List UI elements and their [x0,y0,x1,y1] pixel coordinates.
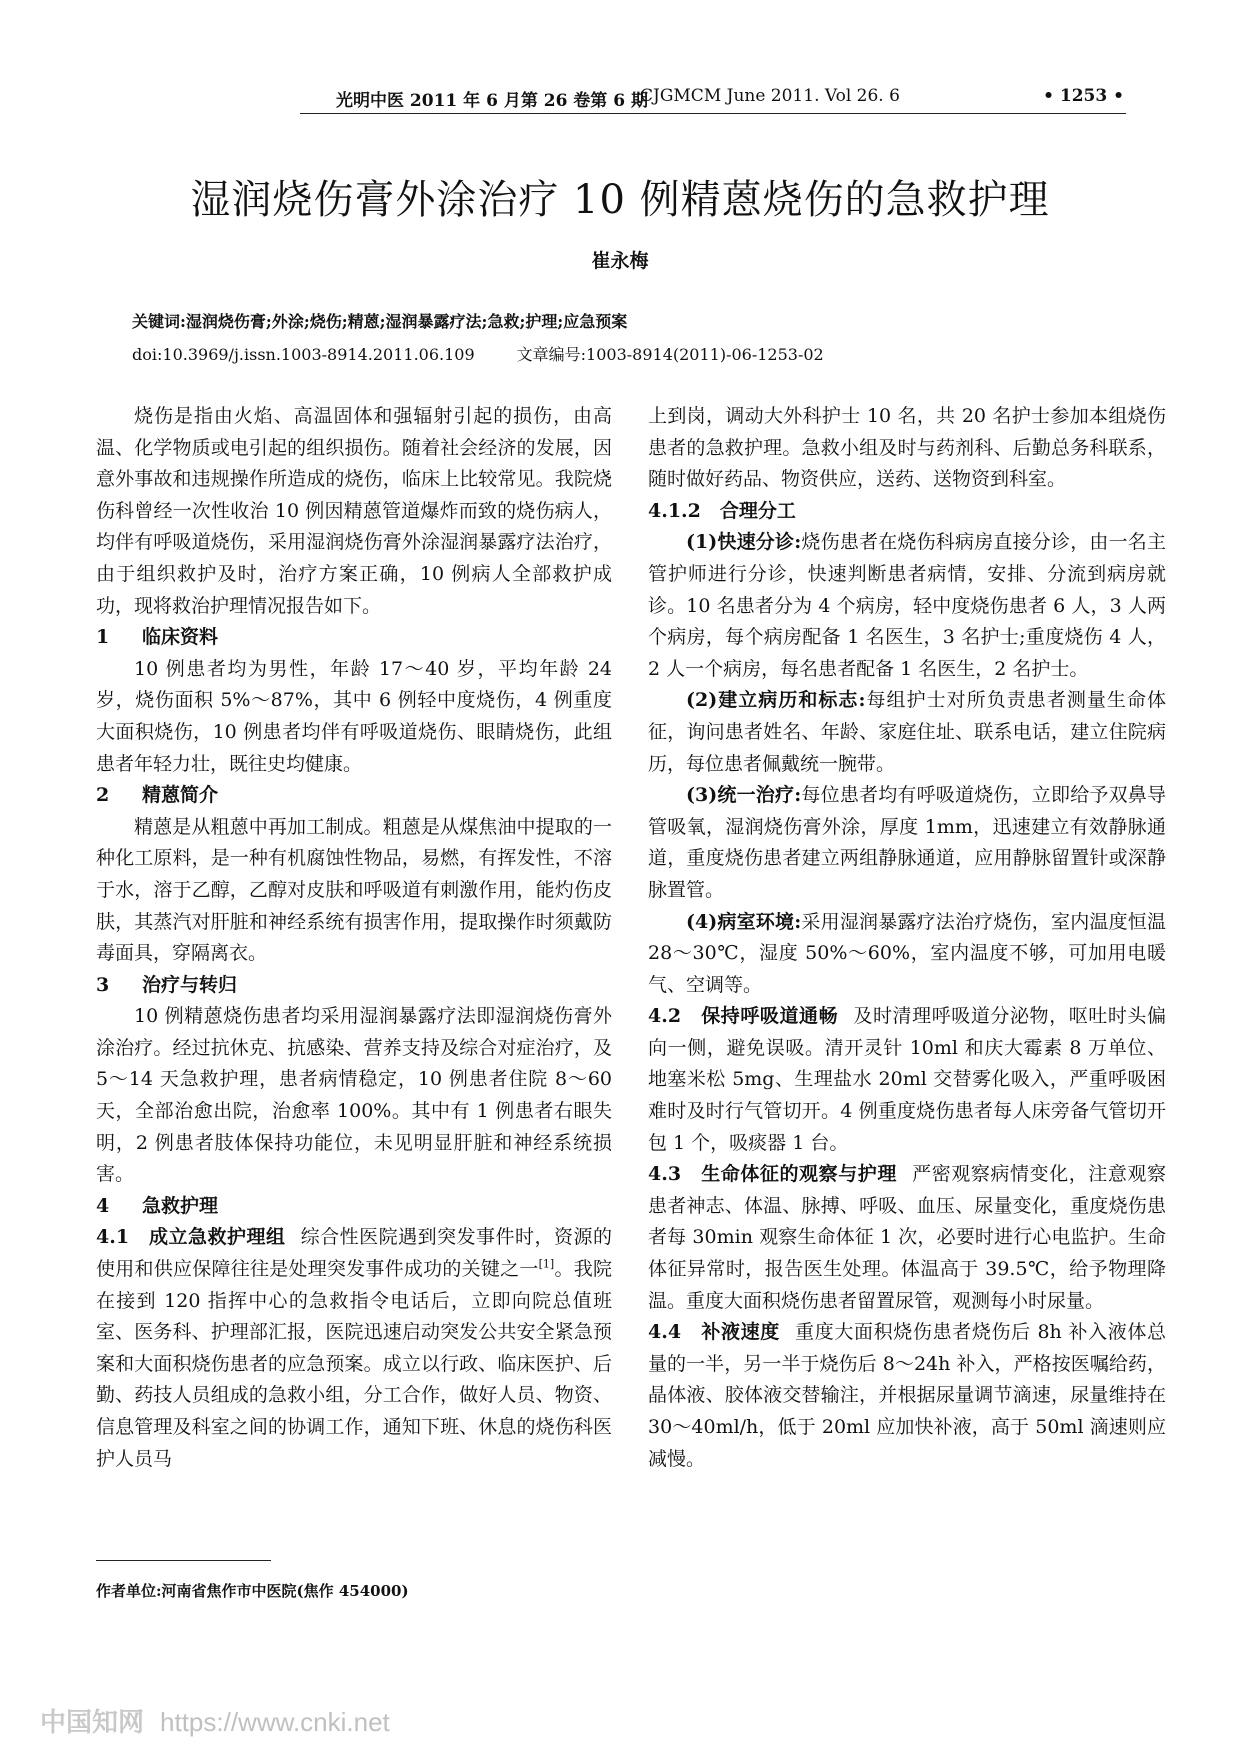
right-column [648,401,1166,1475]
keywords-line [132,309,627,332]
article-author: 崔永梅 [591,250,649,272]
item-3: (3)统一治疗:每位患者均有呼吸道烧伤，立即给予双鼻导管吸氧，湿润烧伤膏外涂，厚度 1mm，迅速建立有效静脉通道，重度烧伤患者建立两组静脉通道，应用静脉留置针或深静脉置管。 [648,784,1166,901]
article-title: 湿润烧伤膏外涂治疗 10 例精蒽烧伤的急救护理 [190,177,1050,223]
author-affiliation-footnote: 作者单位:河南省焦作市中医院(焦作 454000) [96,1582,409,1600]
page-number: • 1253 • [1043,86,1124,106]
keywords-label: 关键词: [132,312,186,331]
cnki-logo: 中国知网 [40,1707,145,1737]
intro-paragraph: 烧伤是指由火焰、高温固体和强辐射引起的损伤，由高温、化学物质或电引起的组织损伤。随着社会经济的发展，因意外事故和违规操作所造成的烧伤，临床上比较常见。我院烧伤科曾经一次性收治 10 例因精蒽管道爆炸而致的烧伤病人，均伴有呼吸道烧伤，采用湿润烧伤膏外涂湿润暴露疗法治疗，由于组织救护及时，治疗方案正确，10 例病人全部救护成功，现将救治护理情况报告如下。 [96,405,612,617]
header-rule [300,113,1126,114]
continued-paragraph: 上到岗，调动大外科护士 10 名，共 20 名护士参加本组烧伤患者的急救护理。急救小组及时与药剂科、后勤总务科联系，随时做好药品、物资供应，送药、送物资到科室。 [648,405,1166,491]
section-4-1-heading: 4.1 成立急救护理组 [96,1226,286,1249]
section-1-text: 10 例患者均为男性，年龄 17～40 岁，平均年龄 24 岁，烧伤面积 5%～87%，其中 6 例轻中度烧伤，4 例重度大面积烧伤，10 例患者均伴有呼吸道烧伤、眼睛烧伤，此组患者年轻力壮，既往史均健康。 [96,657,612,775]
doi-value: doi:10.3969/j.issn.1003-8914.2011.06.109 [132,345,475,364]
article-number: 文章编号:1003-8914(2011)-06-1253-02 [516,345,824,364]
section-2-text: 精蒽是从粗蒽中再加工制成。粗蒽是从煤焦油中提取的一种化工原料，是一种有机腐蚀性物品，易燃，有挥发性，不溶于水，溶于乙醇，乙醇对皮肤和呼吸道有刺激作用，能灼伤皮肤，其蒸汽对肝脏和神经系统有损害作用，提取操作时须戴防毒面具，穿隔离衣。 [96,815,612,965]
journal-name-en: CJGMCM June 2011. Vol 26. 6 [640,86,900,106]
cnki-watermark [40,1702,390,1739]
item-4: (4)病室环境:采用湿润暴露疗法治疗烧伤，室内温度恒温 28～30℃，湿度 50%～60%，室内温度不够，可加用电暖气、空调等。 [648,910,1166,996]
section-4-4: 4.4 补液速度 重度大面积烧伤患者烧伤后 8h 补入液体总量的一半，另一半于烧伤后 8～24h 补入，严格按医嘱给药，晶体液、胶体液交替输注，并根据尿量调节滴速，尿量维持在 30～40ml/h，低于 20ml 应加快补液，高于 50ml 滴速则应减慢。 [648,1321,1167,1470]
citation-ref: [1] [538,1257,555,1271]
section-3-heading: 3 治疗与转归 [96,973,238,996]
section-4-1-text: 4.1 成立急救护理组 综合性医院遇到突发事件时，资源的使用和供应保障往往是处理突发事件成功的关键之一[1]。我院在接到 120 指挥中心的急救指令电话后，立即向院总值班室、医务科、护理部汇报，医院迅速启动突发公共安全紧急预案和大面积烧伤患者的应急预案。成立以行政、临床医护、后勤、药技人员组成的急救小组，分工合作，做好人员、物资、信息管理及科室之间的协调工作，通知下班、休息的烧伤科医护人员马 [96,1226,612,1470]
section-4-heading: 4 急救护理 [96,1194,219,1217]
section-4-1-2-heading: 4.1.2 合理分工 [648,499,796,522]
keywords-value: 湿润烧伤膏;外涂;烧伤;精蒽;湿润暴露疗法;急救;护理;应急预案 [185,312,628,331]
footnote-rule [96,1560,271,1561]
section-3-text: 10 例精蒽烧伤患者均采用湿润暴露疗法即湿润烧伤膏外涂治疗。经过抗休克、抗感染、营养支持及综合对症治疗，及 5～14 天急救护理，患者病情稳定，10 例患者住院 8～60 天，全部治愈出院，治愈率 100%。其中有 1 例患者右眼失明，2 例患者肢体保持功能位，未见明显肝脏和神经系统损害。 [96,1005,612,1186]
journal-name-cn: 光明中医 2011 年 6 月第 26 卷第 6 期 [336,91,648,111]
doi-line [132,342,824,365]
item-1: (1)快速分诊:烧伤患者在烧伤科病房直接分诊，由一名主管护师进行分诊，快速判断患者病情，安排、分流到病房就诊。10 名患者分为 4 个病房，轻中度烧伤患者 6 人，3 人两个病房，每个病房配备 1 名医生，3 名护士;重度烧伤 4 人，2 人一个病房，每名患者配备 1 名医生，2 名护士。 [648,531,1166,680]
running-header [300,86,1140,112]
cnki-url: https://www.cnki.net [160,1707,390,1737]
section-4-2: 4.2 保持呼吸道通畅 及时清理呼吸道分泌物，呕吐时头偏向一侧，避免误吸。清开灵针 10ml 和庆大霉素 8 万单位、地塞米松 5mg、生理盐水 20ml 交替雾化吸入，严重呼吸困难时及时行气管切开。4 例重度烧伤患者每人床旁备气管切开包 1 个，吸痰器 1 台。 [648,1005,1166,1154]
section-1-heading: 1 临床资料 [96,626,219,649]
item-2: (2)建立病历和标志:每组护士对所负责患者测量生命体征，询问患者姓名、年龄、家庭住址、联系电话，建立住院病历，每位患者佩戴统一腕带。 [648,689,1166,775]
section-2-heading: 2 精蒽简介 [96,784,219,807]
left-column [96,401,612,1475]
section-4-3: 4.3 生命体征的观察与护理 严密观察病情变化，注意观察患者神志、体温、脉搏、呼吸、血压、尿量变化，重度烧伤患者每 30min 观察生命体征 1 次，必要时进行心电监护。生命体征异常时，报告医生处理。体温高于 39.5℃，给予物理降温。重度大面积烧伤患者留置尿管，观测每小时尿量。 [648,1163,1166,1312]
